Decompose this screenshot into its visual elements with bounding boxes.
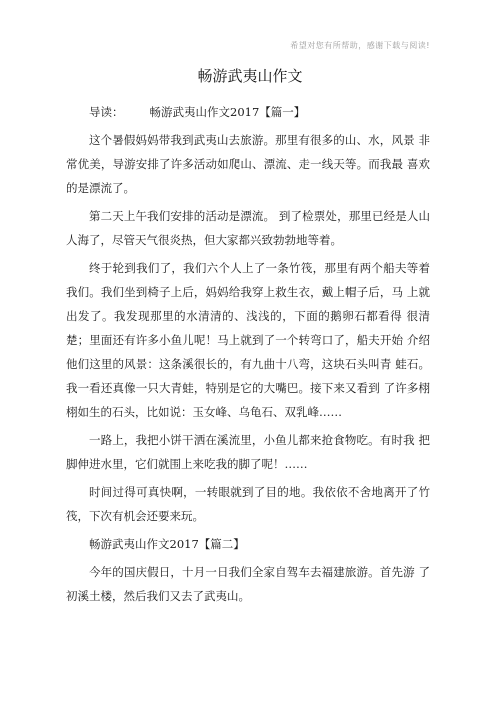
paragraph-2: 第二天上午我们安排的活动是漂流。 到了检票处，那里已经是人山人海了，尽管天气很炎热，但大家都兴致勃勃地等着。 — [66, 209, 430, 247]
article-body — [66, 100, 430, 612]
intro-text: 畅游武夷山作文2017【篇一】 — [149, 105, 306, 119]
intro-label: 导读： — [89, 105, 124, 119]
intro-line — [66, 100, 430, 124]
section-2-heading: 畅游武夷山作文2017【篇二】 — [89, 537, 245, 551]
paragraph-1: 这个暑假妈妈带我到武夷山去旅游。那里有很多的山、水，风景 非常优美，导游安排了许多活动如爬山、漂流、走一线天等。而我最 喜欢的是漂流了。 — [66, 133, 430, 195]
paragraph-3: 终于轮到我们了，我们六个人上了一条竹筏，那里有两个船夫等着我们。我们坐到椅子上后，妈妈给我穿上救生衣，戴上帽子后，马 上就出发了。我发现那里的水清清的、浅浅的，下面的鹅卵石都看得 很清楚；里面还有许多小鱼儿呢！马上就到了一个转弯口了，船夫开始 介绍他们这里的风景：这条溪很长的，有九曲十八弯，这块石头叫青 蛙石。我一看还真像一只大青蛙，特别是它的大嘴巴。接下来又看到 了许多栩栩如生的石头，比如说：玉女峰、乌龟石、双乳峰…… — [66, 261, 430, 419]
section-2-paragraph: 今年的国庆假日，十月一日我们全家自驾车去福建旅游。首先游 了初溪土楼，然后我们又去了武夷山。 — [66, 565, 430, 603]
paragraph-4: 一路上，我把小饼干洒在溪流里，小鱼儿都来抢食物吃。有时我 把脚伸进水里，它们就围上来吃我的脚了呢！…… — [66, 433, 430, 471]
page-title: 畅游武夷山作文 — [197, 67, 303, 85]
paragraph-5: 时间过得可真快啊，一转眼就到了目的地。我依依不舍地离开了竹筏，下次有机会还要来玩。 — [66, 485, 430, 523]
watermark: 希望对您有所帮助，感谢下载与阅读! — [290, 41, 430, 50]
